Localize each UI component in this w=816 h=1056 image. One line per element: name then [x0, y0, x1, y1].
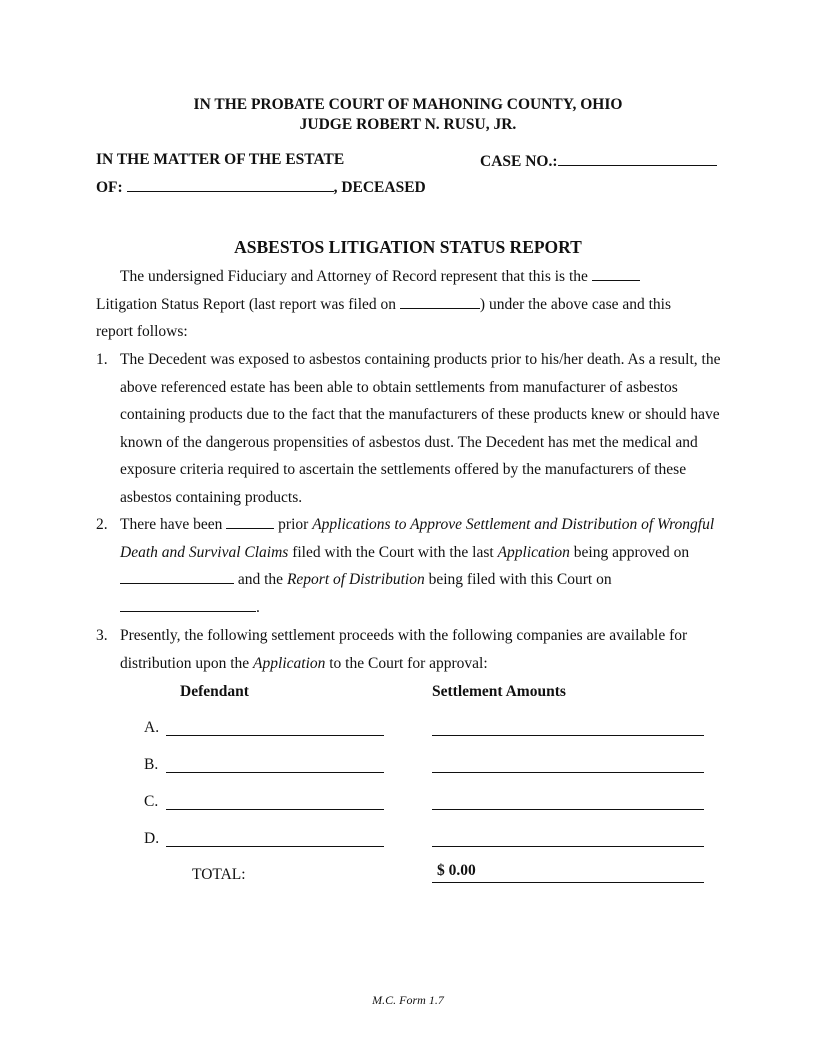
- judge-heading: JUDGE ROBERT N. RUSU, JR.: [299, 116, 517, 133]
- form-number-footer: M.C. Form 1.7: [372, 993, 444, 1007]
- amount-column-header: Settlement Amounts: [432, 683, 566, 700]
- case-number-field[interactable]: [558, 151, 717, 166]
- row-d-label: D.: [144, 830, 160, 847]
- item-3-text-b: to the Court for approval:: [329, 654, 488, 672]
- item-2-text-f: being filed with this Court on: [428, 571, 612, 588]
- prior-applications-count-field[interactable]: [226, 514, 274, 529]
- item-3-text: [120, 622, 722, 677]
- item-2-number: 2.: [96, 516, 108, 533]
- item-1-text: The Decedent was exposed to asbestos containing products prior to his/her death. As a result, the above referenced estate has been able to obtain settlements from manufacturer of asbestos containing products due to the fact that the manufacturers of these products knew or should have known of the dangerous propensities of asbestos dust. The Decedent has met the medical and exposure criteria required to ascertain the settlements offered by the manufacturers of these asbestos containing products.: [120, 351, 721, 506]
- defendant-column-header: Defendant: [180, 683, 249, 700]
- total-amount-field[interactable]: [432, 882, 704, 883]
- matter-label: IN THE MATTER OF THE ESTATE: [96, 151, 345, 168]
- item-2-text-c: filed with the Court with the last: [292, 543, 494, 561]
- item-3-number: 3.: [96, 627, 108, 644]
- total-value: $ 0.00: [437, 862, 476, 879]
- item-2-text-b: prior: [278, 516, 309, 533]
- intro-paragraph: [96, 263, 722, 346]
- item-2-applications-title: Applications to Approve Settlement and Distribution of Wrongful Death and Survival Claims: [120, 516, 715, 561]
- row-a-label: A.: [144, 719, 160, 736]
- last-report-date-field[interactable]: [400, 294, 480, 309]
- item-2-text-e: and the: [237, 571, 284, 588]
- item-2-text-a: There have been: [120, 516, 223, 533]
- report-filed-date-field[interactable]: [120, 597, 256, 612]
- row-b-defendant-field[interactable]: [166, 772, 384, 773]
- total-label: TOTAL:: [192, 866, 246, 883]
- item-2-report-title: Report of Distribution: [286, 571, 425, 588]
- row-d-amount-field[interactable]: [432, 846, 704, 847]
- item-2-period: .: [256, 598, 260, 616]
- report-ordinal-field[interactable]: [592, 266, 640, 281]
- report-title: ASBESTOS LITIGATION STATUS REPORT: [234, 237, 582, 257]
- case-number-label: [480, 151, 717, 171]
- intro-text-3: ) under the above case and this: [479, 295, 672, 313]
- item-1-number: 1.: [96, 351, 108, 368]
- row-b-label: B.: [144, 756, 159, 773]
- row-c-defendant-field[interactable]: [166, 809, 384, 810]
- row-a-defendant-field[interactable]: [166, 735, 384, 736]
- item-2-text-d: being approved on: [573, 543, 690, 561]
- intro-text-1: The undersigned Fiduciary and Attorney of Record represent that this is the: [120, 268, 588, 285]
- of-label: OF:: [96, 179, 123, 196]
- court-heading: IN THE PROBATE COURT OF MAHONING COUNTY, OHIO: [193, 96, 623, 113]
- item-3-text-a: Presently, the following settlement proceeds with the following companies are available for distribution upon the: [120, 627, 688, 672]
- approval-date-field[interactable]: [120, 569, 234, 584]
- decedent-name-field[interactable]: [127, 177, 334, 192]
- row-c-amount-field[interactable]: [432, 809, 704, 810]
- item-1: [96, 346, 722, 511]
- item-3: [96, 622, 722, 677]
- case-number-text: CASE NO.:: [480, 153, 558, 170]
- item-2: [96, 511, 722, 621]
- item-2-text: [120, 511, 722, 621]
- row-d-defendant-field[interactable]: [166, 846, 384, 847]
- intro-text-4: report follows:: [96, 323, 188, 340]
- intro-text-2: Litigation Status Report (last report was filed on: [96, 295, 397, 313]
- row-c-label: C.: [144, 793, 159, 810]
- row-a-amount-field[interactable]: [432, 735, 704, 736]
- row-b-amount-field[interactable]: [432, 772, 704, 773]
- deceased-label: , DECEASED: [333, 179, 426, 196]
- estate-of-line: [96, 177, 426, 197]
- item-2-application-word: Application: [497, 543, 570, 561]
- item-3-application-word: Application: [253, 654, 326, 672]
